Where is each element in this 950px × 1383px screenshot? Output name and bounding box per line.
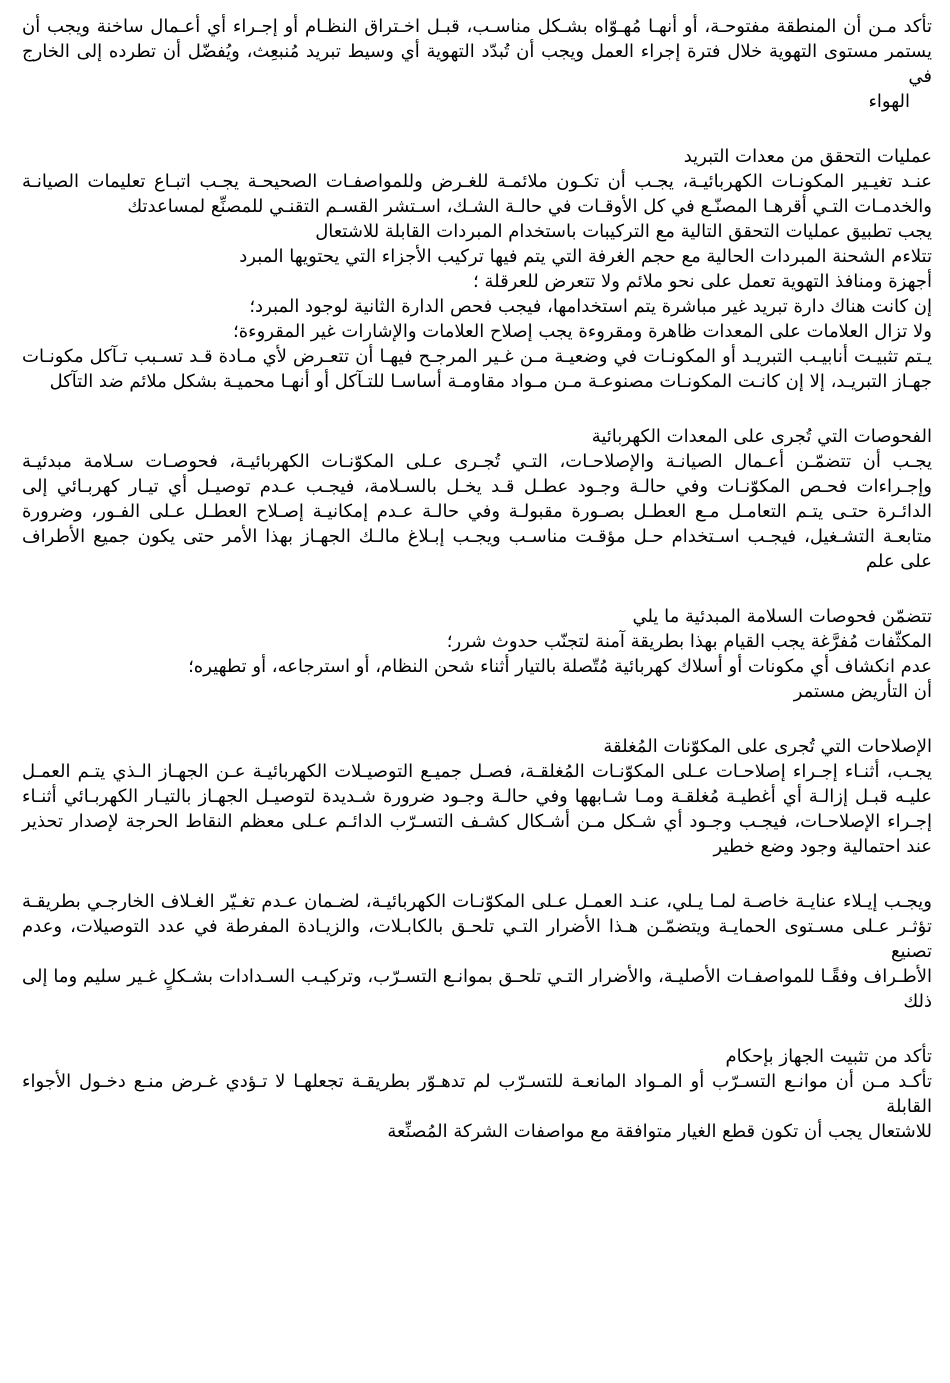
paragraph: يجـب أن تتضمّـن أعـمال الصيانـة والإصلاحـات، التـي تُجـرى عـلى المكوّنـات الكهربائيـة، فحوصـات سـلامة مبدئيـة وإجـراءات فحـص المكوّنـات وفي حالـة وجـود عطـل قـد يخـل بالسـلامة، فيجـب عـدم توصيـل أي تيـار كهربـائي إلى الدائـرة حتـى يتـم التعامـل مـع العطـل بصـورة مقبولـة وفي حالـة عـدم إمكانيـة إصـلاح العطـل عـلى الفـور، وضرورة متابعـة التشـغيل، فيجـب اسـتخدام حـل مؤقـت مناسـب ويجـب إبـلاغ مالـك الجهـاز بهذا الأمر حتى يكون جميع الأطراف على علم	[22, 451, 932, 572]
section-sealed-repairs	[22, 734, 932, 859]
paragraph: تأكد مـن أن المنطقة مفتوحـة، أو أنهـا مُهـوّاه بشـكل مناسـب، قبـل اخـتراق النظـام أو إجـراء أي أعـمال ساخنة ويجب أن يستمر مستوى التهوية خلال فترة إجراء العمل ويجب أن تُبدّد التهوية أي وسيط تبريد مُنبعِث، ويُفضّل أن تطرده إلى الخارج في	[22, 16, 932, 87]
section-initial-safety	[22, 604, 932, 704]
paragraph: إن كانت هناك دارة تبريد غير مباشرة يتم استخدامها، فيجب فحص الدارة الثانية لوجود المبرد؛	[249, 296, 932, 317]
paragraph: تتلاءم الشحنة المبردات الحالية مع حجم الغرفة التي يتم فيها تركيب الأجزاء التي يحتويها المبرد	[239, 246, 932, 267]
paragraph: يجب تطبيق عمليات التحقق التالية مع التركيبات باستخدام المبردات القابلة للاشتعال	[315, 221, 932, 242]
paragraph: يجـب، أثنـاء إجـراء إصلاحـات عـلى المكوّنـات المُغلقـة، فصـل جميـع التوصيـلات الكهربائيـة عـن الجهـاز الـذي يتـم العمـل عليـه قبـل إزالـة أي أغطيـة مُغلقـة ومـا شـابهها وفي حالـة وجـود ضرورة شـديدة لتوصيـل الجهـاز بالتيـار الكهربـائي أثنـاء إجـراء الإصلاحـات، فيجـب وجـود أي شـكل مـن أشـكال كشـف التسـرّب الدائـم عـلى معظم النقاط الحرجة لإصدار تحذير عند احتمالية وجود وضع خطير	[22, 761, 932, 857]
document-page	[22, 14, 932, 1144]
paragraph: عدم انكشاف أي مكونات أو أسلاك كهربائية مُتّصلة بالتيار أثناء شحن النظام، أو استرجاعه، أو تطهيره؛	[188, 656, 932, 677]
paragraph: المكثّفات مُفرَّغة يجب القيام بهذا بطريقة آمنة لتجنّب حدوث شرر؛	[446, 631, 932, 652]
paragraph: ولا تزال العلامات على المعدات ظاهرة ومقروءة يجب إصلاح العلامات والإشارات غير المقروءة؛	[232, 321, 932, 342]
paragraph: الأطـراف وفقًـا للمواصفـات الأصليـة، والأضرار التـي تلحـق بموانـع التسـرّب، وتركيـب السـدادات بشـكلٍ غـير سليم وما إلى ذلك	[22, 966, 932, 1012]
paragraph: أجهزة ومنافذ التهوية تعمل على نحو ملائم ولا تتعرض للعرقلة ؛	[473, 271, 932, 292]
section-heading: الإصلاحات التي تُجرى على المكوّنات المُغلقة	[603, 736, 932, 757]
section-heading: تتضمّن فحوصات السلامة المبدئية ما يلي	[632, 606, 932, 627]
section-refrigeration-checks	[22, 144, 932, 394]
section-secure-mounting	[22, 1044, 932, 1144]
paragraph: ويجـب إيـلاء عنايـة خاصـة لمـا يـلي، عنـد العمـل عـلى المكوّنـات الكهربائيـة، لضـمان عـدم تغـيّر الغـلاف الخارجـي بطريقـة تؤثـر عـلى مسـتوى الحمايـة ويتضمّـن هـذا الأضرار التـي تلحـق بالكابـلات، والزيـادة المفرطة في عدد التوصيلات، وعدم تصنيع	[22, 891, 932, 962]
paragraph: للاشتعال يجب أن تكون قطع الغيار متوافقة مع مواصفات الشركة المُصنِّعة	[387, 1121, 932, 1142]
section-special-attention	[22, 889, 932, 1014]
paragraph: الهواء	[868, 91, 910, 112]
paragraph: أن التأريض مستمر	[793, 681, 932, 702]
section-heading: تأكد من تثبيت الجهاز بإحكام	[725, 1046, 932, 1067]
section-heading: عمليات التحقق من معدات التبريد	[683, 146, 932, 167]
section-heading: الفحوصات التي تُجرى على المعدات الكهربائية	[591, 426, 932, 447]
section-electrical-checks	[22, 424, 932, 574]
section-ventilation	[22, 14, 932, 114]
paragraph: عنـد تغيـير المكونـات الكهربائيـة، يجـب أن تكـون ملائمـة للغـرض وللمواصفـات الصحيحـة يجـب اتبـاع تعليمات الصيانـة والخدمـات التـي أقرهـا المصنّـع في كل الأوقـات في حالـة الشـك، اسـتشر القسـم التقنـي للمصنِّع لمساعدتك	[22, 171, 932, 217]
paragraph: يـتم تثبيـت أنابيـب التبريـد أو المكونـات في وضعيـة مـن غـير المرجـح فيهـا أن تتعـرض لأي مـادة قـد تسـبب تـآكل مكونـات جهـاز التبريـد، إلا إن كانـت المكونـات مصنوعـة مـن مـواد مقاومـة أساسـا للتـآكل أو أنهـا محميـة بشكل ملائم ضد التآكل	[22, 346, 932, 392]
paragraph: تأكـد مـن أن موانـع التسـرّب أو المـواد المانعـة للتسـرّب لم تدهـوّر بطريقـة تجعلهـا لا تـؤدي غـرض منـع دخـول الأجواء القابلة	[22, 1071, 932, 1117]
